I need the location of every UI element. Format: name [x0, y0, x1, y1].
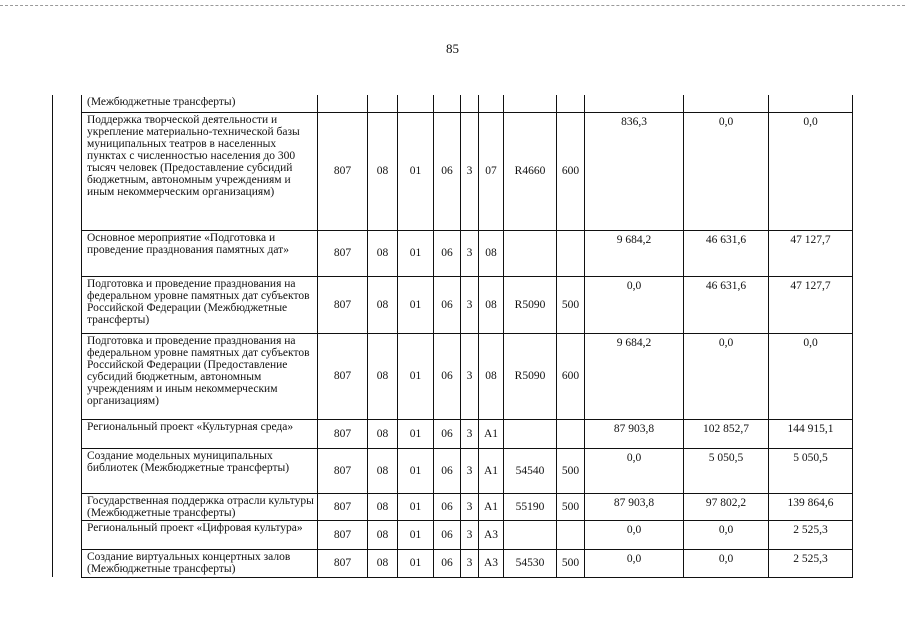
cell-rz: 08 [368, 448, 398, 493]
cell-code: 807 [318, 276, 368, 333]
table-row [53, 112, 853, 230]
cell-code: 807 [318, 448, 368, 493]
cell-p3 [479, 95, 504, 112]
cell-rz: 08 [368, 419, 398, 448]
row-number-cell [53, 520, 82, 549]
cell-name: Создание модельных муниципальных библиотек (Межбюджетные трансферты) [82, 448, 318, 493]
cell-v1: 9 684,2 [585, 230, 684, 276]
cell-pr: 01 [398, 230, 434, 276]
cell-p2: 3 [461, 493, 479, 520]
cell-v2: 46 631,6 [684, 230, 769, 276]
table-row [53, 549, 853, 577]
row-number-cell [53, 333, 82, 419]
cell-p1: 06 [434, 230, 461, 276]
row-number-cell [53, 448, 82, 493]
page-top-rule [0, 5, 905, 6]
budget-table [52, 95, 853, 578]
cell-rz: 08 [368, 112, 398, 230]
cell-code: 807 [318, 549, 368, 577]
cell-v2: 46 631,6 [684, 276, 769, 333]
cell-code: 807 [318, 333, 368, 419]
cell-rz: 08 [368, 276, 398, 333]
cell-v3: 144 915,1 [769, 419, 853, 448]
cell-v2: 0,0 [684, 112, 769, 230]
table-row [53, 230, 853, 276]
row-number-cell [53, 276, 82, 333]
cell-pr: 01 [398, 549, 434, 577]
cell-name: (Межбюджетные трансферты) [82, 95, 318, 112]
cell-p4: R5090 [504, 333, 557, 419]
cell-v3: 5 050,5 [769, 448, 853, 493]
cell-p2: 3 [461, 448, 479, 493]
cell-v2 [684, 95, 769, 112]
cell-p3: 08 [479, 230, 504, 276]
cell-p2: 3 [461, 419, 479, 448]
cell-rz: 08 [368, 549, 398, 577]
cell-p4: 55190 [504, 493, 557, 520]
cell-rz [368, 95, 398, 112]
cell-vr [557, 520, 585, 549]
cell-vr [557, 419, 585, 448]
cell-v3: 2 525,3 [769, 549, 853, 577]
cell-v3: 47 127,7 [769, 230, 853, 276]
cell-p3: А3 [479, 520, 504, 549]
cell-v3: 0,0 [769, 333, 853, 419]
table-row [53, 493, 853, 520]
cell-pr: 01 [398, 276, 434, 333]
cell-p4 [504, 419, 557, 448]
cell-v1: 836,3 [585, 112, 684, 230]
cell-p2: 3 [461, 112, 479, 230]
cell-vr: 500 [557, 549, 585, 577]
row-number-cell [53, 549, 82, 577]
cell-pr: 01 [398, 493, 434, 520]
cell-p3: А1 [479, 493, 504, 520]
cell-v1: 0,0 [585, 549, 684, 577]
cell-name: Государственная поддержка отрасли культуры (Межбюджетные трансферты) [82, 493, 318, 520]
cell-vr: 500 [557, 448, 585, 493]
cell-v2: 5 050,5 [684, 448, 769, 493]
row-number-cell [53, 112, 82, 230]
cell-name: Подготовка и проведение празднования на федеральном уровне памятных дат субъектов Российской Федерации (Предоставление субсидий бюджетным, автономным учреждениям и иным некоммерческим организациям) [82, 333, 318, 419]
cell-p1: 06 [434, 520, 461, 549]
cell-p3: 07 [479, 112, 504, 230]
cell-v1: 87 903,8 [585, 419, 684, 448]
cell-v3: 47 127,7 [769, 276, 853, 333]
cell-p4: R5090 [504, 276, 557, 333]
row-number-cell [53, 493, 82, 520]
cell-v1: 9 684,2 [585, 333, 684, 419]
cell-name: Подготовка и проведение празднования на федеральном уровне памятных дат субъектов Российской Федерации (Межбюджетные трансферты) [82, 276, 318, 333]
cell-v2: 0,0 [684, 520, 769, 549]
cell-p1: 06 [434, 493, 461, 520]
cell-v2: 0,0 [684, 549, 769, 577]
cell-v2: 0,0 [684, 333, 769, 419]
cell-name: Региональный проект «Цифровая культура» [82, 520, 318, 549]
cell-p3: 08 [479, 333, 504, 419]
cell-p1: 06 [434, 419, 461, 448]
cell-vr [557, 95, 585, 112]
cell-name: Создание виртуальных концертных залов (Межбюджетные трансферты) [82, 549, 318, 577]
cell-v3: 0,0 [769, 112, 853, 230]
cell-name: Поддержка творческой деятельности и укрепление материально-технической базы муниципальных театров в населенных пунктах с численностью населения до 300 тысяч человек (Предоставление субсидий бюджетным, автономным учреждениям и иным некоммерческим организациям) [82, 112, 318, 230]
cell-pr: 01 [398, 112, 434, 230]
cell-p4 [504, 230, 557, 276]
cell-p2: 3 [461, 230, 479, 276]
cell-code: 807 [318, 230, 368, 276]
row-number-cell [53, 95, 82, 112]
cell-code: 807 [318, 520, 368, 549]
cell-p2: 3 [461, 520, 479, 549]
page-number: 85 [446, 41, 459, 56]
cell-p2 [461, 95, 479, 112]
cell-v3: 139 864,6 [769, 493, 853, 520]
cell-v1: 87 903,8 [585, 493, 684, 520]
cell-name: Основное мероприятие «Подготовка и проведение празднования памятных дат» [82, 230, 318, 276]
cell-p4: R4660 [504, 112, 557, 230]
cell-rz: 08 [368, 520, 398, 549]
cell-v1 [585, 95, 684, 112]
cell-p2: 3 [461, 276, 479, 333]
cell-rz: 08 [368, 333, 398, 419]
table-row [53, 333, 853, 419]
cell-pr [398, 95, 434, 112]
cell-p1: 06 [434, 549, 461, 577]
cell-v3: 2 525,3 [769, 520, 853, 549]
row-number-cell [53, 230, 82, 276]
cell-vr: 600 [557, 333, 585, 419]
table-row [53, 276, 853, 333]
cell-vr: 600 [557, 112, 585, 230]
cell-v1: 0,0 [585, 276, 684, 333]
cell-rz: 08 [368, 230, 398, 276]
cell-code: 807 [318, 112, 368, 230]
cell-p4: 54530 [504, 549, 557, 577]
table-row [53, 520, 853, 549]
cell-p4 [504, 520, 557, 549]
cell-name: Региональный проект «Культурная среда» [82, 419, 318, 448]
cell-code: 807 [318, 419, 368, 448]
cell-p4 [504, 95, 557, 112]
cell-p2: 3 [461, 549, 479, 577]
cell-vr: 500 [557, 493, 585, 520]
cell-v3 [769, 95, 853, 112]
cell-p4: 54540 [504, 448, 557, 493]
cell-pr: 01 [398, 419, 434, 448]
cell-pr: 01 [398, 333, 434, 419]
cell-code [318, 95, 368, 112]
cell-p1 [434, 95, 461, 112]
cell-code: 807 [318, 493, 368, 520]
cell-pr: 01 [398, 448, 434, 493]
table-row [53, 448, 853, 493]
cell-pr: 01 [398, 520, 434, 549]
cell-v1: 0,0 [585, 448, 684, 493]
cell-p3: 08 [479, 276, 504, 333]
cell-p3: А1 [479, 448, 504, 493]
cell-p2: 3 [461, 333, 479, 419]
cell-p1: 06 [434, 333, 461, 419]
cell-v2: 102 852,7 [684, 419, 769, 448]
cell-v2: 97 802,2 [684, 493, 769, 520]
table-row [53, 95, 853, 112]
cell-vr: 500 [557, 276, 585, 333]
cell-vr [557, 230, 585, 276]
cell-p1: 06 [434, 448, 461, 493]
table-row [53, 419, 853, 448]
row-number-cell [53, 419, 82, 448]
cell-rz: 08 [368, 493, 398, 520]
cell-p1: 06 [434, 276, 461, 333]
cell-p3: А3 [479, 549, 504, 577]
cell-p3: А1 [479, 419, 504, 448]
cell-p1: 06 [434, 112, 461, 230]
cell-v1: 0,0 [585, 520, 684, 549]
